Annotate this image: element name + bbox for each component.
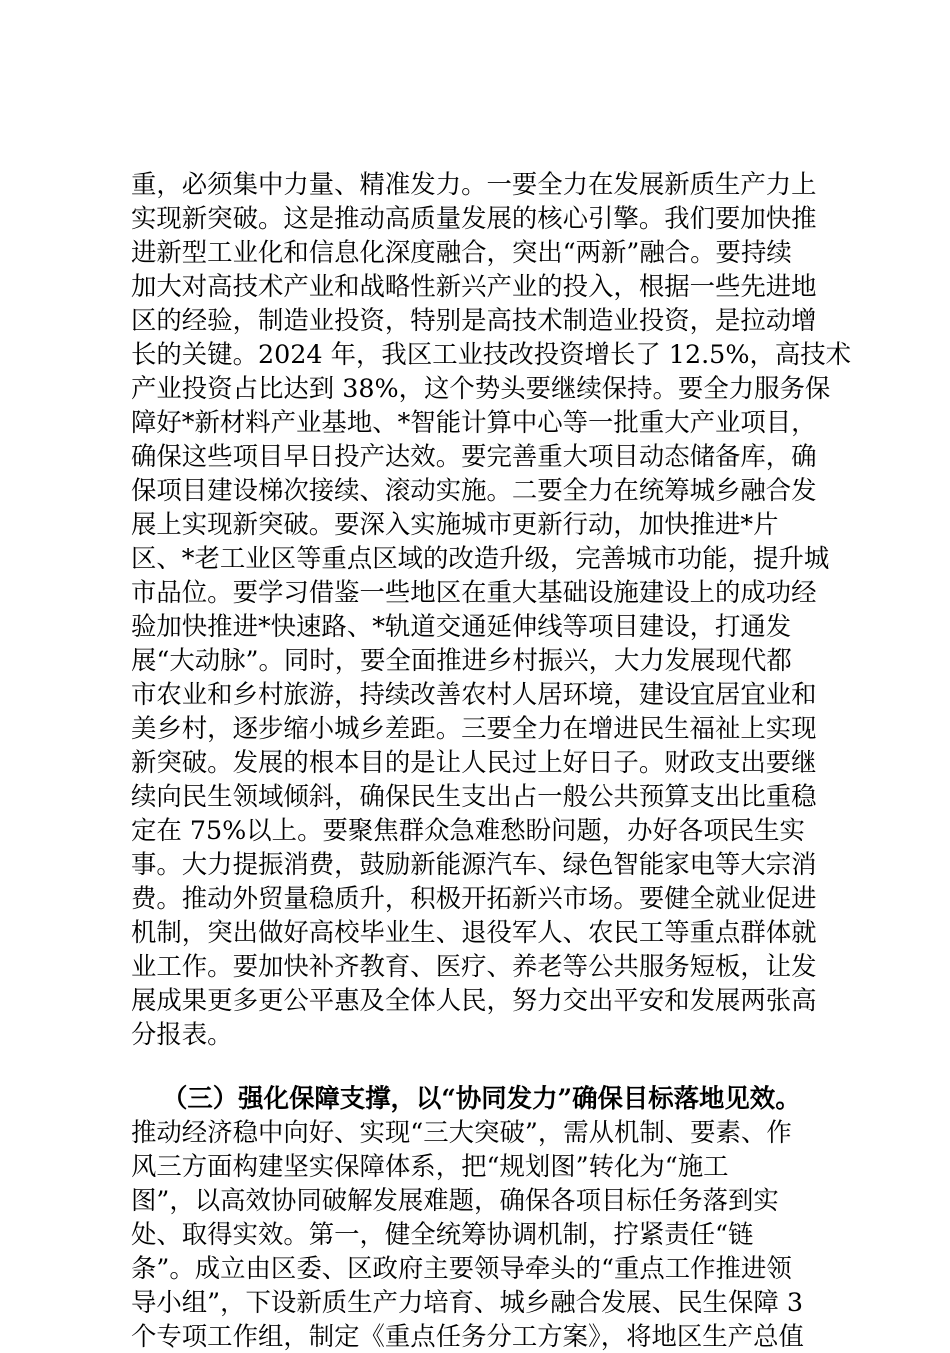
text-line: 续向民生领域倾斜，确保民生支出占一般公共预算支出比重稳 <box>131 781 817 811</box>
text-line: 产业投资占比达到 38%，这个势头要继续保持。要全力服务保 <box>131 373 831 403</box>
text-line: 长的关键。2024 年，我区工业技改投资增长了 12.5%，高技术 <box>131 339 852 369</box>
text-line: 障好*新材料产业基地、*智能计算中心等一批重大产业项目， <box>131 407 817 437</box>
text-line: 验加快推进*快速路、*轨道交通延伸线等项目建设，打通发 <box>131 611 792 641</box>
text-line: 导小组”，下设新质生产力培育、城乡融合发展、民生保障 3 <box>131 1287 803 1317</box>
text-line: 条”。成立由区委、区政府主要领导牵头的“重点工作推进领 <box>131 1253 792 1283</box>
text-line: 市品位。要学习借鉴一些地区在重大基础设施建设上的成功经 <box>131 577 817 607</box>
text-line: 进新型工业化和信息化深度融合，突出“两新”融合。要持续 <box>131 237 792 267</box>
text-line: 确保这些项目早日投产达效。要完善重大项目动态储备库，确 <box>131 441 817 471</box>
text-line: 区、*老工业区等重点区域的改造升级，完善城市功能，提升城 <box>131 543 830 573</box>
text-line: 处、取得实效。第一，健全统筹协调机制，拧紧责任“链 <box>131 1219 754 1249</box>
text-line: 机制，突出做好高校毕业生、退役军人、农民工等重点群体就 <box>131 917 817 947</box>
text-line: 展成果更多更公平惠及全体人民，努力交出平安和发展两张高 <box>131 985 817 1015</box>
text-line: 美乡村，逐步缩小城乡差距。三要全力在增进民生福祉上实现 <box>131 713 817 743</box>
text-line: 展上实现新突破。要深入实施城市更新行动，加快推进*片 <box>131 509 779 539</box>
text-line: 市农业和乡村旅游，持续改善农村人居环境，建设宜居宜业和 <box>131 679 817 709</box>
text-line: 重，必须集中力量、精准发力。一要全力在发展新质生产力上 <box>131 169 817 199</box>
text-line: 加大对高技术产业和战略性新兴产业的投入，根据一些先进地 <box>131 271 817 301</box>
text-line: 分报表。 <box>131 1019 233 1049</box>
text-line: 保项目建设梯次接续、滚动实施。二要全力在统筹城乡融合发 <box>131 475 817 505</box>
text-line: 新突破。发展的根本目的是让人民过上好日子。财政支出要继 <box>131 747 817 777</box>
text-line: 业工作。要加快补齐教育、医疗、养老等公共服务短板，让发 <box>131 951 817 981</box>
text-line: 费。推动外贸量稳质升，积极开拓新兴市场。要健全就业促进 <box>131 883 817 913</box>
text-line: 图”，以高效协同破解发展难题，确保各项目标任务落到实 <box>131 1185 779 1215</box>
text-line: 风三方面构建坚实保障体系，把“规划图”转化为“施工 <box>131 1151 729 1181</box>
text-line: 定在 75%以上。要聚焦群众急难愁盼问题，办好各项民生实 <box>131 815 805 845</box>
text-line: 事。大力提振消费，鼓励新能源汽车、绿色智能家电等大宗消 <box>131 849 817 879</box>
text-line: 实现新突破。这是推动高质量发展的核心引擎。我们要加快推 <box>131 203 817 233</box>
text-line: 个专项工作组，制定《重点任务分工方案》，将地区生产总值 <box>131 1321 804 1351</box>
text-line: 推动经济稳中向好、实现“三大突破”，需从机制、要素、作 <box>131 1117 792 1147</box>
section-heading: （三）强化保障支撑，以“协同发力”确保目标落地见效。 <box>162 1083 801 1113</box>
text-line: 区的经验，制造业投资，特别是高技术制造业投资，是拉动增 <box>131 305 817 335</box>
text-line: 展“大动脉”。同时，要全面推进乡村振兴，大力发展现代都 <box>131 645 792 675</box>
